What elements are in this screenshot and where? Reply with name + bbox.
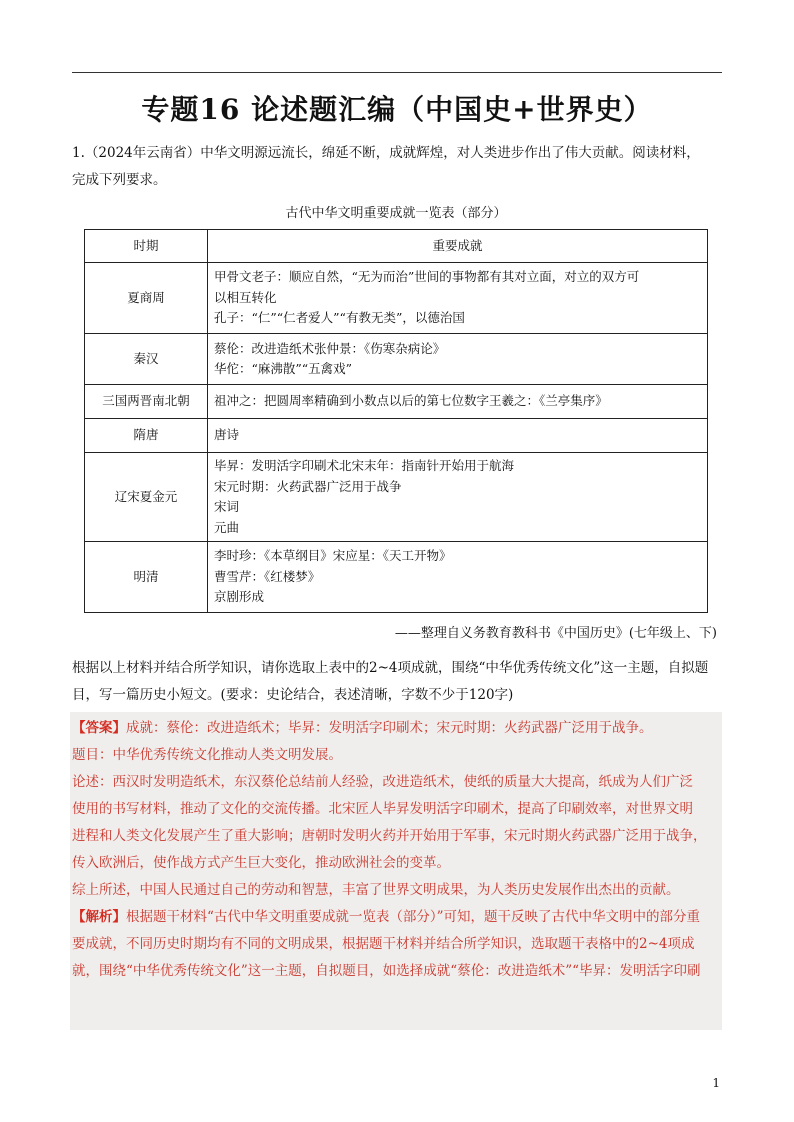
header-achievements: 重要成就: [208, 230, 708, 263]
achievement-line: 宋词: [214, 499, 240, 514]
achievement-line: 宋元时期：火药武器广泛用于战争: [214, 478, 402, 494]
page-number: 1: [712, 1076, 720, 1090]
header-period: 时期: [85, 230, 208, 263]
question-stem-line2: 完成下列要求。: [72, 172, 167, 188]
achievement-line: 元曲: [214, 519, 240, 535]
requirement: [72, 655, 722, 709]
requirement-line1: 根据以上材料并结合所学知识，请你选取上表中的2~4项成就，围绕“中华优秀传统文化”这一主题，自拟题: [72, 660, 709, 676]
question-stem-line1: 中华文明源远流长，绵延不断，成就辉煌，对人类进步作出了伟大贡献。阅读材料，: [200, 145, 700, 161]
answer-line: 传入欧洲后，使作战方式产生巨大变化，推动欧洲社会的变革。: [72, 855, 450, 871]
analysis-line: 根据题干材料“古代中华文明重要成就一览表（部分）”可知，题干反映了古代中华文明中的部分重: [126, 909, 701, 925]
achievements-table: [84, 229, 708, 613]
page-title: 专题16 论述题汇编（中国史+世界史）: [141, 93, 653, 126]
achievement-line: 毕昇：发明活字印刷术北宋末年：指南针开始用于航海: [214, 458, 515, 473]
analysis-line: 要成就，不同历史时期均有不同的文明成果，根据题干材料并结合所学知识，选取题干表格中的2~4项成: [72, 936, 695, 952]
answer-line: 使用的书写材料，推动了文化的交流传播。北宋匠人毕昇发明活字印刷术，提高了印刷效率，对世界文明: [72, 801, 693, 817]
achievements-cell: [208, 263, 708, 334]
answer-section: [72, 715, 722, 985]
period-cell: 三国两晋南北朝: [85, 385, 208, 419]
answer-line: 题目：中华优秀传统文化推动人类文明发展。: [72, 747, 342, 763]
answer-line: 综上所述，中国人民通过自己的劳动和智慧，丰富了世界文明成果，为人类历史发展作出杰出的贡献。: [72, 882, 680, 898]
answer-tag: 【答案】: [72, 720, 126, 736]
period-cell: 辽宋夏金元: [85, 453, 208, 542]
table-row: [85, 542, 708, 613]
question-stem: [72, 140, 722, 194]
table-row: [85, 453, 708, 542]
achievement-line: 京剧形成: [214, 589, 265, 605]
achievements-cell: [208, 542, 708, 613]
table-row: [85, 385, 708, 419]
achievements-cell: [208, 334, 708, 385]
header-rule: [72, 72, 722, 73]
achievement-line: 孔子：“仁”“仁者爱人”“有教无类”，以德治国: [214, 310, 465, 326]
analysis-tag: 【解析】: [72, 909, 126, 925]
table-row: [85, 419, 708, 453]
question-number: 1.: [72, 145, 85, 161]
achievements-cell: [208, 419, 708, 453]
table-header-row: [85, 230, 708, 263]
period-cell: 秦汉: [85, 334, 208, 385]
achievement-line: 华佗：“麻沸散”“五禽戏”: [214, 361, 353, 376]
answer-line: 成就：蔡伦：改进造纸术；毕昇：发明活字印刷术；宋元时期：火药武器广泛用于战争。: [126, 720, 653, 736]
answer-line: 进程和人类文化发展产生了重大影响；唐朝时发明火药并开始用于军事，宋元时期火药武器广泛用于战争，: [72, 828, 707, 844]
table-row: [85, 263, 708, 334]
table-caption: 古代中华文明重要成就一览表（部分）: [285, 206, 507, 221]
achievement-line: 蔡伦：改进造纸术张仲景：《伤寒杂病论》: [214, 340, 446, 356]
achievement-line: 唐诗: [214, 427, 240, 443]
achievement-line: 曹雪芹：《红楼梦》: [214, 568, 321, 584]
period-cell: 隋唐: [85, 419, 208, 453]
achievement-line: 以相互转化: [214, 289, 277, 305]
requirement-line2: 目，写一篇历史小短文。(要求：史论结合，表述清晰，字数不少于120字): [72, 687, 514, 703]
table-source: ——整理自义务教育教科书《中国历史》(七年级上、下): [394, 626, 717, 641]
question-source: （2024年云南省）: [84, 145, 201, 161]
achievement-line: 祖冲之：把圆周率精确到小数点以后的第七位数字王羲之：《兰亭集序》: [214, 393, 608, 409]
achievements-cell: [208, 385, 708, 419]
achievements-cell: [208, 453, 708, 542]
table-row: [85, 334, 708, 385]
achievement-line: 李时珍：《本草纲目》宋应星：《天工开物》: [214, 548, 452, 564]
analysis-line: 就，围绕“中华优秀传统文化”这一主题，自拟题目，如选择成就“蔡伦：改进造纸术”“毕昇：发明活字印刷: [72, 963, 701, 979]
period-cell: 明清: [85, 542, 208, 613]
achievement-line: 甲骨文老子：顺应自然，“无为而治”世间的事物都有其对立面，对立的双方可: [214, 269, 640, 285]
answer-line: 论述：西汉时发明造纸术，东汉蔡伦总结前人经验，改进造纸术，使纸的质量大大提高，纸成为人们广泛: [72, 774, 693, 790]
period-cell: 夏商周: [85, 263, 208, 334]
